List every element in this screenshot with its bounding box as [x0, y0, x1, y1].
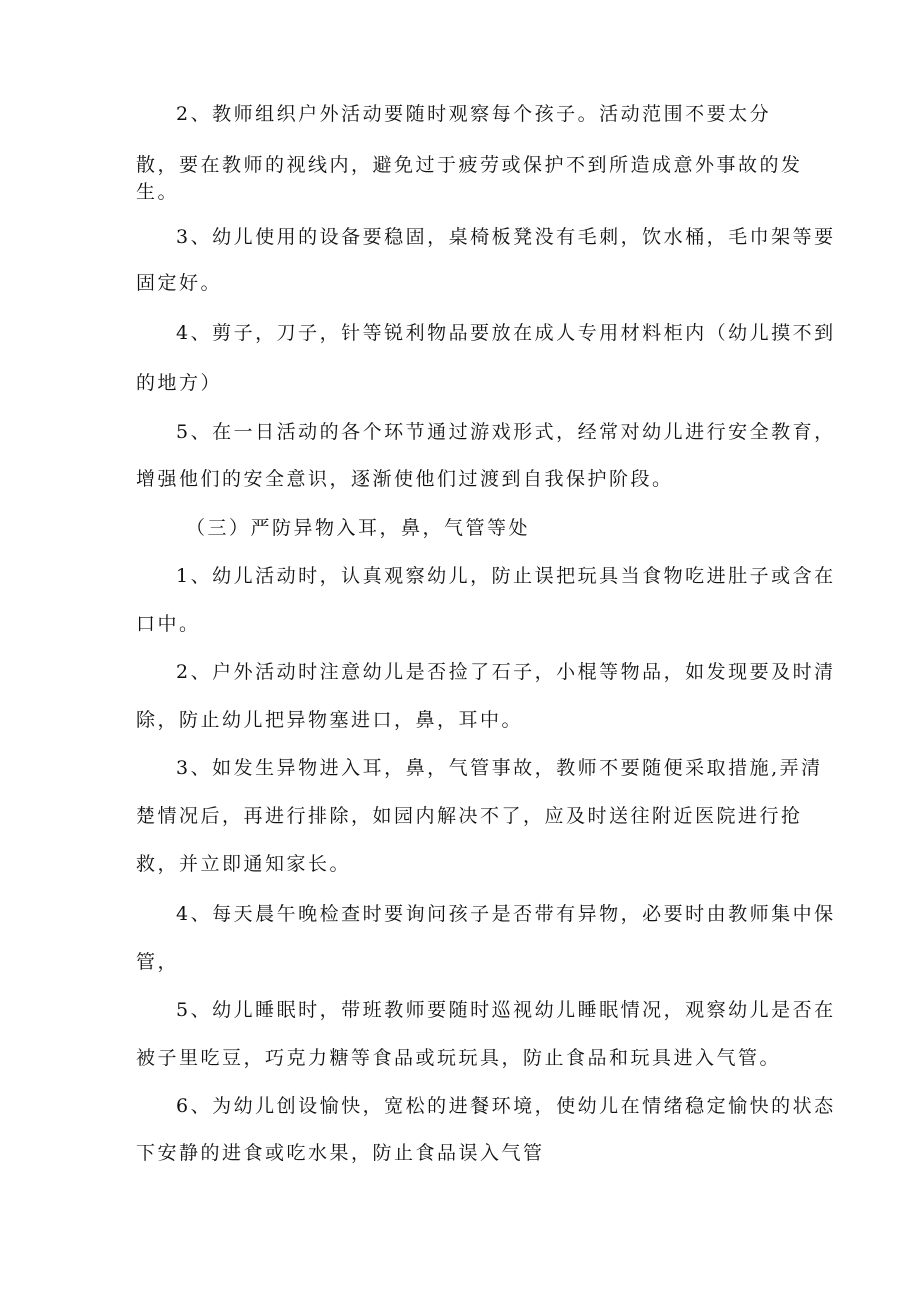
item-4-line-1: 4、每天晨午晚检查时要询问孩子是否带有异物，必要时由教师集中保: [176, 903, 836, 925]
item-5-line-1: 5、幼儿睡眠时，带班教师要随时巡视幼儿睡眠情况，观察幼儿是否在: [176, 999, 836, 1021]
paragraph-2-line-1: 2、教师组织户外活动要随时观察每个孩子。活动范围不要太分: [176, 103, 772, 125]
paragraph-4-line-1: 4、剪子，刀子，针等锐利物品要放在成人专用材料柜内（幼儿摸不到: [176, 322, 836, 344]
paragraph-4-line-2: 的地方）: [136, 372, 223, 394]
item-2-line-2: 除，防止幼儿把异物塞进口，鼻，耳中。: [136, 709, 524, 731]
item-3-line-2: 楚情况后，再进行排除，如园内解决不了，应及时送往附近医院进行抢: [136, 805, 803, 827]
paragraph-3-line-1: 3、幼儿使用的设备要稳固，桌椅板凳没有毛刺，饮水桶，毛巾架等要: [176, 226, 836, 248]
item-6-line-2: 下安静的进食或吃水果，防止食品误入气管: [136, 1142, 545, 1164]
item-1-line-1: 1、幼儿活动时，认真观察幼儿，防止误把玩具当食物吃进肚子或含在: [176, 565, 836, 587]
item-1-line-2: 口中。: [136, 613, 201, 635]
paragraph-3-line-2: 固定好。: [136, 272, 223, 294]
item-2-line-1: 2、户外活动时注意幼儿是否捡了石子，小棍等物品，如发现要及时清: [176, 661, 836, 683]
item-3-line-1: 3、如发生异物进入耳，鼻，气管事故，教师不要随便采取措施,弄清: [176, 757, 823, 779]
item-6-line-1: 6、为幼儿创设愉快，宽松的进餐环境，使幼儿在情绪稳定愉快的状态: [176, 1095, 836, 1117]
item-4-line-2: 管，: [136, 951, 180, 973]
paragraph-2-line-2: 散，要在教师的视线内，避免过于疲劳或保护不到所造成意外事故的发: [136, 154, 803, 176]
item-5-line-2: 被子里吃豆，巧克力糖等食品或玩玩具，防止食品和玩具进入气管。: [136, 1047, 782, 1069]
paragraph-2-line-3: 生。: [136, 181, 180, 203]
paragraph-5-line-1: 5、在一日活动的各个环节通过游戏形式，经常对幼儿进行安全教育，: [176, 421, 836, 443]
section-heading: （三）严防异物入耳，鼻，气管等处: [186, 517, 531, 539]
paragraph-5-line-2: 增强他们的安全意识，逐渐使他们过渡到自我保护阶段。: [136, 468, 674, 490]
item-3-line-3: 救，并立即通知家长。: [136, 853, 352, 875]
